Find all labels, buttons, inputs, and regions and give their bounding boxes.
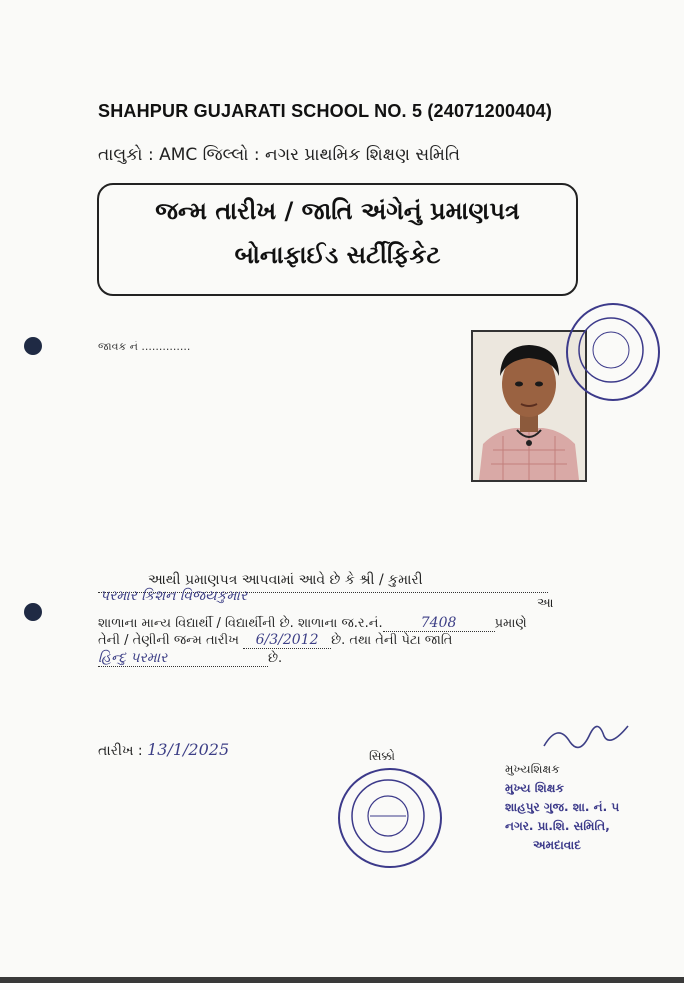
- stamp-line-4: અમદાવાદ: [533, 838, 581, 852]
- school-name: SHAHPUR GUJARATI SCHOOL NO. 5 (24071200404): [98, 101, 553, 121]
- headmaster-block: [505, 760, 619, 855]
- caste-blank: [98, 650, 268, 667]
- stamp-line-3: નગર. પ્રા.શિ. સમિતિ,: [505, 819, 610, 833]
- gr-number: 7408: [420, 615, 457, 631]
- birth-date: 6/3/2012: [255, 632, 319, 648]
- cert-line-3-prefix: તેની / તેણીની જન્મ તારીખ: [98, 633, 239, 648]
- date-value: 13/1/2025: [147, 740, 230, 759]
- cert-line-2-prefix: શાળાના માન્ય વિદ્યાર્થી / વિદ્યાર્થીની છે. શાળાના જ.ર.નં.: [98, 616, 383, 631]
- cert-line-4-suffix: છે.: [268, 651, 283, 666]
- gr-number-blank: [383, 615, 495, 632]
- stamp-line-1: મુખ્ય શિક્ષક: [505, 781, 564, 795]
- issue-date: [98, 740, 229, 759]
- cert-line-2-suffix: પ્રમાણે: [494, 616, 527, 631]
- cert-line-4: [98, 650, 282, 667]
- cert-line-3: [98, 632, 452, 649]
- school-seal-bottom: [338, 768, 442, 868]
- school-seal-top: [566, 303, 660, 401]
- headmaster-signature: [540, 712, 632, 756]
- taluko-line: તાલુકો : AMC જિલ્લો : નગર પ્રાથમિક શિક્ષણ સમિતિ: [98, 145, 461, 165]
- ref-number: જાવક નં ..............: [98, 340, 191, 353]
- stamp-line-2: શાહપુર ગુજ. શા. નં. ૫: [505, 800, 620, 814]
- school-seal-bottom-drawing: [340, 770, 436, 862]
- cert-line-2: [98, 615, 527, 632]
- seal-label: સિક્કો: [369, 749, 396, 763]
- date-label: તારીખ :: [98, 743, 143, 759]
- head-label: મુખ્યશિક્ષક: [505, 762, 560, 776]
- caste: હિન્દુ પરમાર: [98, 650, 168, 666]
- school-seal-drawing: [568, 305, 654, 395]
- title-line-1: જન્મ તારીખ / જાતિ અંગેનું પ્રમાણપત્ર: [155, 197, 520, 225]
- punch-hole-icon: [24, 337, 42, 355]
- name-blank: [98, 578, 548, 604]
- page-bottom-edge: [0, 977, 684, 983]
- cert-line-1: આથી પ્રમાણપત્ર આપવામાં આવે છે કે શ્રી / કુમારી: [148, 572, 423, 588]
- birth-date-blank: [243, 632, 331, 649]
- title-line-2: બોનાફાઈડ સર્ટીફિકેટ: [234, 241, 441, 269]
- punch-hole-icon: [24, 603, 42, 621]
- title-box: [97, 183, 578, 296]
- cert-line-2-tail: આ: [537, 596, 554, 611]
- cert-line-3-suffix: છે. તથા તેની પેટા જાતિ: [331, 633, 453, 648]
- student-name: પરમાર કિશન વિજયકુમાર: [100, 588, 248, 604]
